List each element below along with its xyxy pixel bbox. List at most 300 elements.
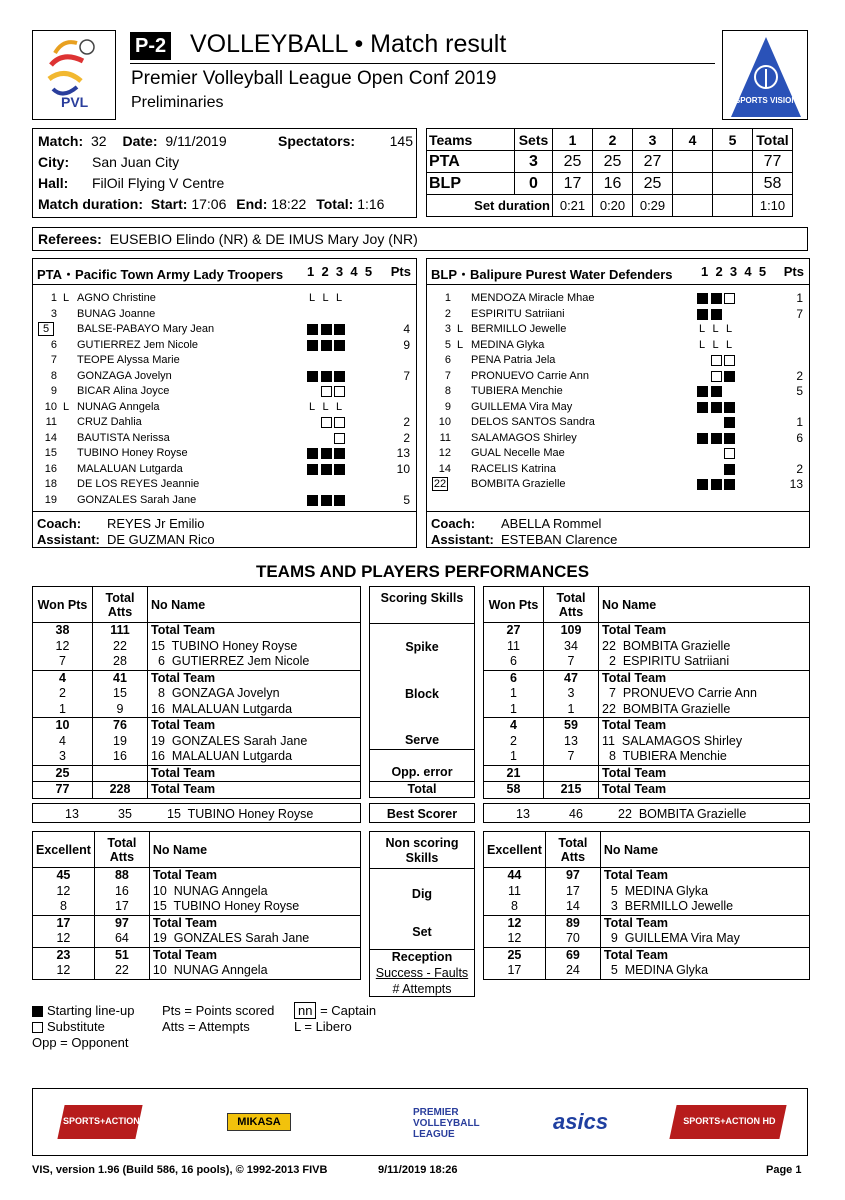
player-points: 13: [396, 446, 410, 460]
scoring-skills-column: [369, 586, 475, 798]
player-number: 3: [444, 323, 451, 335]
player-points: 2: [796, 368, 803, 383]
table-row: [33, 915, 361, 931]
col-header: Total Atts: [544, 587, 599, 623]
skill-block: Block: [404, 687, 440, 701]
table-row: [484, 963, 810, 979]
table-header-row: [33, 832, 361, 868]
cell-atts: 69: [545, 947, 600, 963]
cell-value: 12: [56, 963, 71, 977]
player-number: 11: [439, 431, 451, 444]
player-number: 5: [444, 338, 451, 351]
substitute-square-icon: [724, 355, 735, 366]
player-name: TUBINO Honey Royse: [77, 447, 188, 459]
table-header-row: [484, 832, 810, 868]
starting-square-icon: [307, 340, 318, 351]
table-row: [33, 686, 361, 702]
best-scorer-label: Best Scorer: [369, 803, 475, 823]
cell-name: Total Team: [599, 670, 810, 686]
svg-text:PVL: PVL: [61, 94, 89, 110]
libero-set-marker: L: [712, 338, 719, 351]
starting-square-icon: [334, 340, 345, 351]
pts-header: Pts: [783, 264, 804, 279]
captain-box: nn: [294, 1002, 316, 1019]
set-score: 17: [553, 173, 593, 195]
table-row: [484, 868, 810, 884]
starting-square-icon: [321, 371, 332, 382]
sets-header: Total: [753, 129, 793, 151]
starting-square-icon: [307, 448, 318, 459]
player-row: [33, 322, 416, 338]
total-points: 58: [753, 173, 793, 195]
sponsor-text: SPORTS+ACTION HD: [683, 1116, 776, 1126]
end-label: End:: [236, 196, 268, 212]
sets-header: Sets: [515, 129, 553, 151]
sponsor-text: SPORTS+ACTION: [62, 1116, 140, 1126]
starting-square-icon: [711, 479, 722, 490]
filled-square-icon: [32, 1006, 43, 1017]
end-time: 18:22: [271, 196, 307, 212]
starting-square-icon: [697, 386, 708, 397]
cell-atts: 215: [544, 782, 599, 799]
table-header-row: [33, 587, 361, 623]
libero-set-marker: L: [336, 292, 343, 304]
starting-square-icon: [334, 464, 345, 475]
cell-name: Total Team: [599, 718, 810, 734]
starting-square-icon: [307, 371, 318, 382]
cell-value: 17: [507, 963, 522, 977]
libero-marker: L: [457, 338, 464, 351]
libero-set-marker: L: [699, 323, 706, 335]
cell-name: 19 GONZALES Sarah Jane: [149, 931, 360, 947]
cell-name: Total Team: [600, 947, 809, 963]
cell-name: 16 MALALUAN Lutgarda: [148, 702, 361, 718]
team-b-nonscoring-table: [483, 831, 810, 980]
team-code: BLP: [427, 173, 515, 195]
cell-atts: [93, 765, 148, 782]
player-points: 5: [403, 492, 410, 507]
player-points: 7: [796, 306, 803, 321]
footer-version: VIS, version 1.96 (Build 586, 16 pools), © 1992-2013 FIVB: [32, 1164, 328, 1176]
cell-atts: 41: [93, 670, 148, 686]
date-label: Date:: [122, 133, 158, 149]
player-name: AGNO Christine: [77, 292, 156, 304]
spectators-label: Spectators:: [278, 133, 356, 149]
sets-header: Teams: [427, 129, 515, 151]
cell-atts: 22: [93, 639, 148, 655]
cell-name: 3 BERMILLO Jewelle: [600, 899, 809, 915]
starting-square-icon: [334, 495, 345, 506]
cell-atts: 59: [544, 718, 599, 734]
cell-value: 7: [59, 654, 66, 668]
player-row: [33, 384, 416, 400]
cell-name: Total Team: [148, 782, 361, 799]
cell-atts: 109: [544, 623, 599, 639]
cell-name: 10 NUNAG Anngela: [149, 884, 360, 900]
assistant-name: ESTEBAN Clarence: [501, 532, 618, 547]
table-row: [33, 884, 361, 900]
player-points: 2: [403, 415, 410, 429]
starting-square-icon: [697, 309, 708, 320]
player-row: [427, 384, 809, 400]
match-number: 32: [91, 133, 107, 149]
cell-name: 16 MALALUAN Lutgarda: [148, 749, 361, 765]
cell-value: 12: [507, 931, 522, 945]
legend-substitute: [32, 1019, 105, 1034]
table-header-row: [484, 587, 810, 623]
player-number: 14: [438, 462, 451, 475]
cell-atts: 1: [544, 702, 599, 718]
skill-spike: Spike: [405, 640, 439, 654]
cell-name: 8 TUBIERA Menchie: [599, 749, 810, 765]
best-atts: 35: [118, 807, 132, 821]
cell-atts: 14: [545, 899, 600, 915]
player-name: BUNAG Joanne: [77, 307, 156, 320]
skill-dig: Dig: [411, 887, 433, 901]
team-b-header: [427, 259, 809, 285]
player-row: [427, 446, 809, 462]
cell-name: Total Team: [599, 782, 810, 799]
cell-value: 12: [56, 883, 71, 898]
player-number: 5: [38, 322, 54, 336]
libero-set-marker: L: [726, 338, 733, 351]
title-divider: [130, 63, 715, 64]
table-row: [33, 868, 361, 884]
set-score: [713, 173, 753, 195]
cell-value: 4: [59, 733, 66, 748]
cell-name: Total Team: [148, 765, 361, 782]
player-row: [33, 431, 416, 447]
substitute-square-icon: [711, 355, 722, 366]
player-name: BERMILLO Jewelle: [471, 323, 567, 335]
starting-square-icon: [724, 402, 735, 413]
legend-substitute-text: Substitute: [47, 1019, 105, 1034]
player-points: 13: [789, 477, 803, 491]
cell-name: Total Team: [148, 670, 361, 686]
player-number: 19: [44, 493, 57, 506]
set-score: 25: [593, 151, 633, 173]
cell-value: 4: [33, 670, 93, 686]
legend-opponent: Opp = Opponent: [32, 1035, 129, 1050]
city-value: San Juan City: [92, 154, 180, 170]
cell-value: 25: [484, 947, 546, 963]
player-row: [33, 415, 416, 431]
legend-starting-text: Starting line-up: [47, 1003, 135, 1018]
player-row: [427, 415, 809, 431]
page-title: VOLLEYBALL • Match result: [190, 30, 507, 58]
player-name: CRUZ Dahlia: [77, 416, 142, 428]
best-atts: 46: [569, 807, 583, 821]
player-name: NUNAG Anngela: [77, 400, 160, 413]
cell-name: 22 BOMBITA Grazielle: [599, 639, 810, 655]
player-row: [427, 353, 809, 369]
cell-atts: 17: [94, 899, 149, 915]
set-duration: [713, 195, 753, 217]
player-row: [33, 493, 416, 509]
player-number: 12: [438, 447, 451, 459]
sets-won: 0: [515, 173, 553, 195]
cell-atts: 22: [94, 963, 149, 979]
skill-opp-error: Opp. error: [391, 765, 453, 779]
table-row: [33, 623, 361, 639]
team-b-roster: [426, 258, 810, 548]
legend-starting: [32, 1003, 134, 1018]
set-score: 25: [633, 173, 673, 195]
cell-value: 1: [510, 701, 517, 716]
col-header: No Name: [148, 587, 361, 623]
sets-header: 3: [633, 129, 673, 151]
team-a-scoring-table: [32, 586, 361, 799]
substitute-square-icon: [334, 417, 345, 428]
substitute-square-icon: [724, 448, 735, 459]
libero-marker: L: [63, 292, 70, 304]
team-b-scoring-table: [483, 586, 810, 799]
table-row: [484, 718, 810, 734]
cell-atts: 97: [545, 868, 600, 884]
cell-name: 6 GUTIERREZ Jem Nicole: [148, 654, 361, 670]
player-name: ESPIRITU Satriiani: [471, 307, 565, 320]
player-row: [427, 477, 809, 493]
cell-value: 21: [484, 765, 544, 782]
player-name: PENA Patria Jela: [471, 354, 556, 366]
coach-name: ABELLA Rommel: [501, 516, 602, 531]
coach-name: REYES Jr Emilio: [107, 516, 205, 531]
legend-libero: L = Libero: [294, 1019, 352, 1034]
cell-value: 45: [33, 868, 95, 884]
cell-value: 12: [55, 638, 70, 653]
cell-name: 19 GONZALES Sarah Jane: [148, 734, 361, 750]
player-name: MENDOZA Miracle Mhae: [471, 292, 595, 304]
player-row: [427, 307, 809, 323]
cell-value: 1: [510, 749, 517, 763]
team-b-player-list: [427, 291, 809, 493]
player-number: 14: [44, 431, 57, 444]
starting-square-icon: [697, 433, 708, 444]
cell-atts: 19: [93, 734, 148, 750]
table-row: [484, 884, 810, 900]
col-header: Won Pts: [33, 587, 93, 623]
table-row: [484, 931, 810, 947]
player-row: [427, 400, 809, 416]
player-name: MALALUAN Lutgarda: [77, 462, 183, 475]
starting-square-icon: [334, 324, 345, 335]
cell-atts: 24: [545, 963, 600, 979]
player-name: BOMBITA Grazielle: [471, 478, 566, 490]
set-duration: [673, 195, 713, 217]
starting-square-icon: [307, 324, 318, 335]
skill-serve: Serve: [404, 733, 440, 747]
legend-pts: Pts = Points scored: [162, 1003, 275, 1018]
duration-label: Match duration:: [38, 196, 143, 212]
cell-value: 25: [33, 765, 93, 782]
cell-name: Total Team: [149, 868, 360, 884]
set-duration: 0:29: [633, 195, 673, 217]
set-duration: 0:21: [553, 195, 593, 217]
best-player: 22 BOMBITA Grazielle: [618, 807, 747, 821]
coach-label: Coach:: [37, 516, 82, 531]
player-number: 8: [50, 369, 57, 382]
set-duration-label: Set duration: [427, 195, 553, 217]
player-row: [427, 462, 809, 478]
table-row: [33, 931, 361, 947]
hall-label: Hall:: [38, 175, 69, 191]
sets-header: 4: [673, 129, 713, 151]
cell-value: 8: [59, 899, 67, 913]
libero-set-marker: L: [309, 400, 316, 413]
reception-attempts: # Attempts: [392, 982, 452, 996]
total-time: 1:16: [357, 196, 385, 212]
cell-value: 2: [510, 733, 517, 748]
sets-won: 3: [515, 151, 553, 173]
referees-names: EUSEBIO Elindo (NR) & DE IMUS Mary Joy (NR): [109, 231, 418, 247]
player-number: 15: [44, 447, 57, 459]
phase-name: Preliminaries: [131, 94, 224, 111]
match-info-panel: [32, 128, 417, 218]
player-name: PRONUEVO Carrie Ann: [471, 369, 589, 382]
nonscoring-skills-column: [369, 831, 475, 997]
player-points: 5: [796, 384, 803, 398]
table-row: [33, 702, 361, 718]
start-label: Start:: [150, 196, 188, 212]
match-label: Match:: [38, 133, 84, 149]
col-header: Excellent: [484, 832, 546, 868]
empty-square-icon: [32, 1022, 43, 1033]
best-player: 15 TUBINO Honey Royse: [167, 807, 314, 821]
assistant-name: DE GUZMAN Rico: [107, 532, 215, 547]
cell-value: 12: [484, 915, 546, 931]
player-name: TEOPE Alyssa Marie: [77, 354, 180, 366]
referees-label: Referees:: [38, 231, 102, 247]
player-points: 2: [796, 461, 803, 476]
team-b-coaches: [427, 511, 809, 548]
starting-square-icon: [724, 479, 735, 490]
cell-name: 7 PRONUEVO Carrie Ann: [599, 686, 810, 702]
cell-name: Total Team: [600, 868, 809, 884]
player-name: GONZALES Sarah Jane: [77, 493, 197, 506]
player-name: BAUTISTA Nerissa: [77, 431, 170, 444]
table-row: [33, 639, 361, 655]
cell-atts: 7: [544, 654, 599, 670]
cell-atts: 51: [94, 947, 149, 963]
table-row: [33, 654, 361, 670]
best-pts: 13: [516, 807, 530, 821]
cell-atts: 9: [93, 702, 148, 718]
cell-atts: 64: [94, 931, 149, 947]
player-row: [33, 462, 416, 478]
sponsor-logo-asics: asics: [553, 1109, 609, 1134]
player-row: [427, 369, 809, 385]
team-a-player-list: [33, 291, 416, 508]
col-header: No Name: [599, 587, 810, 623]
cell-atts: 15: [93, 686, 148, 702]
player-points: 1: [796, 291, 803, 305]
table-row: [484, 749, 810, 765]
player-number: 1: [444, 292, 451, 304]
player-name: TUBIERA Menchie: [471, 385, 563, 397]
spectators-count: 145: [389, 133, 413, 149]
player-number: 1: [50, 292, 57, 304]
table-row: [33, 718, 361, 734]
cell-value: 58: [484, 782, 544, 799]
cell-value: 11: [507, 638, 520, 653]
team-code: PTA: [427, 151, 515, 173]
substitute-square-icon: [321, 386, 332, 397]
match-date: 9/11/2019: [165, 133, 227, 149]
starting-square-icon: [697, 479, 708, 490]
cell-atts: 97: [94, 915, 149, 931]
player-number: 7: [444, 369, 451, 382]
table-row: [484, 623, 810, 639]
cell-value: 11: [507, 883, 521, 898]
coach-label: Coach:: [431, 516, 476, 531]
footer-page: Page 1: [766, 1164, 802, 1176]
starting-square-icon: [711, 433, 722, 444]
hall-value: FilOil Flying V Centre: [92, 175, 225, 191]
cell-atts: 88: [94, 868, 149, 884]
player-row: [33, 400, 416, 416]
set-duration: 0:20: [593, 195, 633, 217]
skill-set: Set: [412, 925, 432, 939]
cell-value: 38: [33, 623, 93, 639]
sets-score-table: [426, 128, 793, 217]
substitute-square-icon: [334, 386, 345, 397]
cell-name: Total Team: [148, 623, 361, 639]
cell-atts: 16: [94, 884, 149, 900]
sponsor-logo-mikasa: MIKASA: [227, 1113, 291, 1131]
set-score: 16: [593, 173, 633, 195]
cell-name: Total Team: [148, 718, 361, 734]
table-row: [33, 749, 361, 765]
table-row: [33, 765, 361, 782]
player-number: 16: [44, 462, 57, 475]
table-row: [484, 765, 810, 782]
libero-set-marker: L: [699, 338, 706, 351]
col-header: No Name: [600, 832, 809, 868]
cell-value: 2: [59, 686, 66, 700]
player-name: GUAL Necelle Mae: [471, 447, 565, 459]
legend-captain-text: = Captain: [320, 1003, 377, 1018]
nonscoring-skills-header: Non scoring Skills: [370, 832, 474, 869]
cell-name: Total Team: [149, 947, 360, 963]
player-points: 6: [796, 430, 803, 445]
set-score: [713, 151, 753, 173]
libero-set-marker: L: [726, 323, 733, 335]
starting-square-icon: [321, 448, 332, 459]
footer-date: 9/11/2019 18:26: [378, 1164, 458, 1176]
starting-square-icon: [321, 495, 332, 506]
cell-value: 8: [510, 899, 518, 913]
table-row: [484, 915, 810, 931]
cell-atts: 70: [545, 931, 600, 947]
starting-square-icon: [697, 293, 708, 304]
team-a-best-scorer: [32, 803, 361, 823]
starting-square-icon: [711, 309, 722, 320]
player-number: 7: [50, 354, 57, 366]
player-number: 10: [438, 416, 451, 428]
total-duration: 1:10: [753, 195, 793, 217]
col-header: No Name: [149, 832, 360, 868]
cell-value: 3: [59, 749, 66, 763]
cell-atts: [544, 765, 599, 782]
player-row: [33, 477, 416, 493]
sets-header: 1: [553, 129, 593, 151]
player-points: 1: [796, 415, 803, 429]
libero-set-marker: L: [712, 323, 719, 335]
set-score: [673, 173, 713, 195]
substitute-square-icon: [334, 433, 345, 444]
cell-atts: 7: [544, 749, 599, 765]
col-header: Total Atts: [93, 587, 148, 623]
